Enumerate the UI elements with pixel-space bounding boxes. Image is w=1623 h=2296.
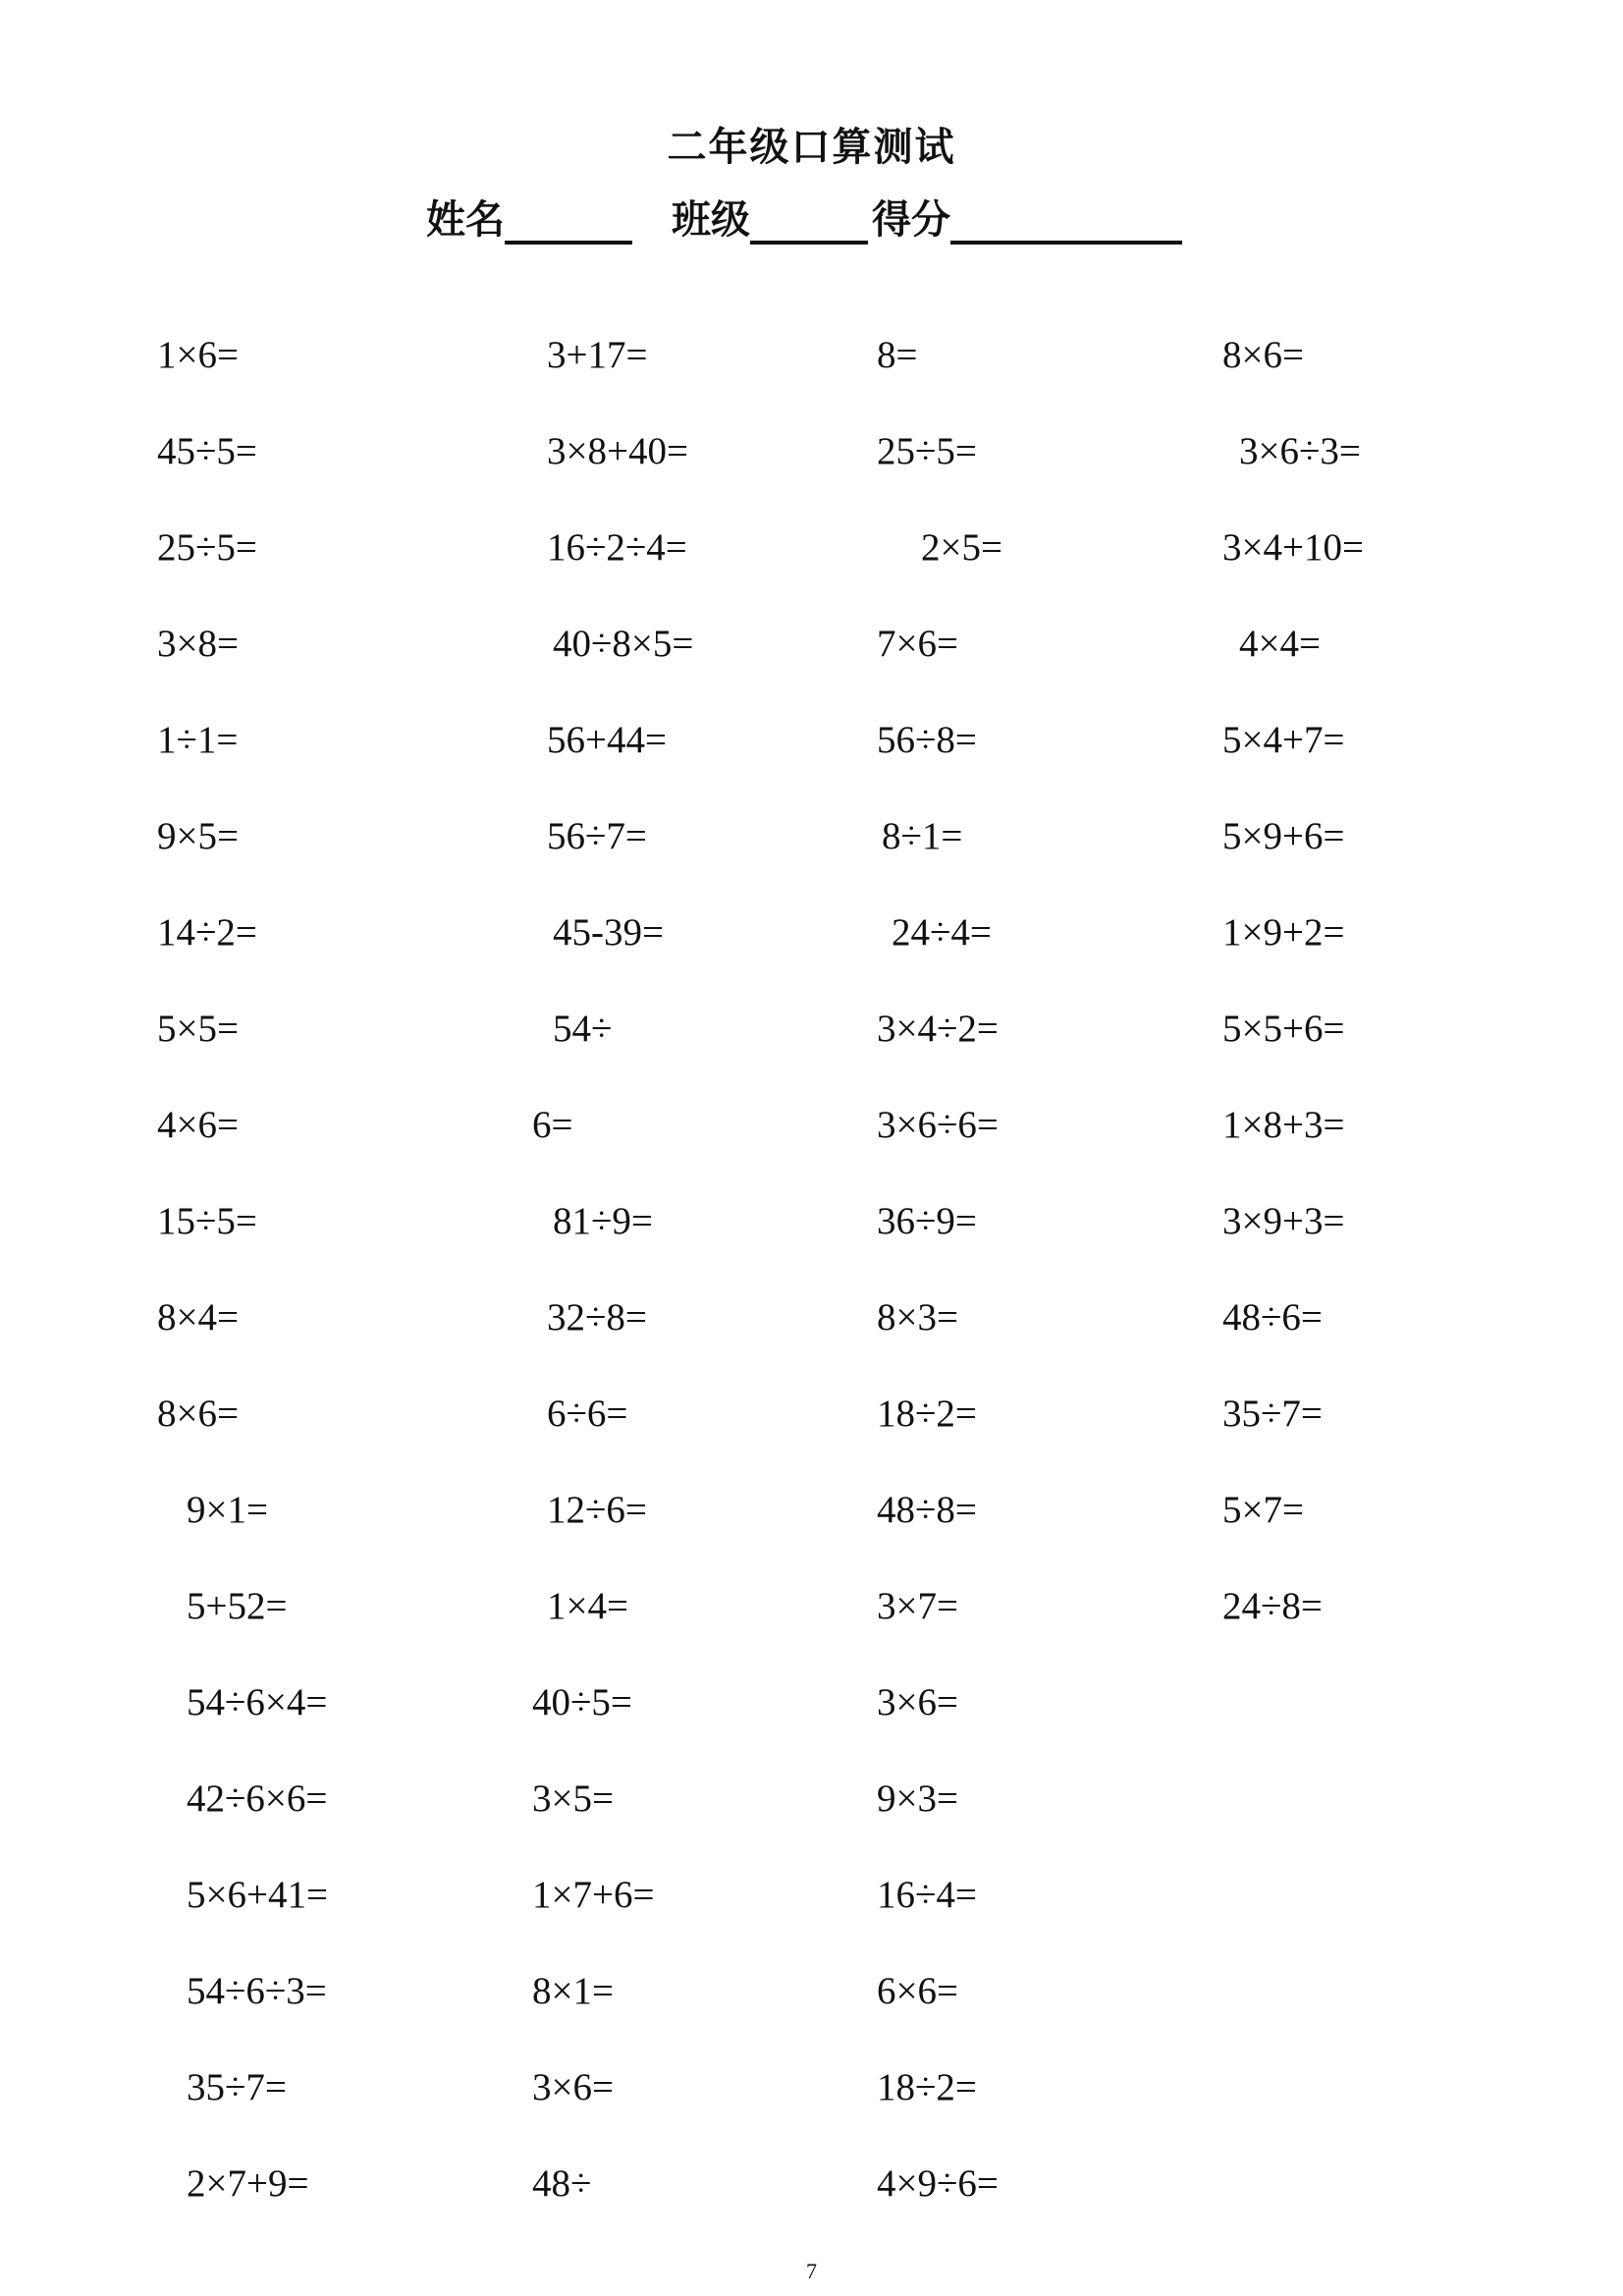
problem-item: 5×5+6= [1222,1008,1345,1050]
problem-item: 35÷7= [187,2066,287,2108]
problem-item: 2×5= [921,526,1002,569]
problem-item: 8÷1= [882,815,963,857]
problem-item: 36÷9= [877,1200,977,1242]
problem-item: 48÷6= [1222,1296,1323,1339]
problem-item: 3×8+40= [547,430,688,472]
problem-item: 14÷2= [157,911,257,954]
problem-item: 54÷6÷3= [187,1970,327,2012]
name-label: 姓名 [426,197,505,243]
problem-item: 45-39= [553,911,664,954]
problem-item: 24÷8= [1222,1585,1323,1627]
problem-item: 18÷2= [877,1393,977,1435]
problem-item: 9×1= [187,1489,268,1531]
problem-item: 1×6= [157,334,239,376]
problem-item: 8×6= [1222,334,1304,376]
problem-item: 56÷8= [877,719,977,761]
name-blank[interactable] [505,195,632,245]
problem-item: 3×9+3= [1222,1200,1345,1242]
problem-item: 4×9÷6= [877,2162,999,2205]
problem-item: 81÷9= [553,1200,653,1242]
problem-item: 3×6= [877,1681,958,1723]
problem-item: 24÷4= [892,911,992,954]
problem-item: 3+17= [547,334,648,376]
problem-item: 5×4+7= [1222,719,1345,761]
problem-item: 3×7= [877,1585,958,1627]
problem-item: 3×5= [532,1777,614,1820]
problem-item: 3×6÷3= [1239,430,1361,472]
problem-item: 18÷2= [877,2066,977,2108]
problem-item: 56+44= [547,719,667,761]
score-blank[interactable] [950,195,1182,245]
problem-item: 5×5= [157,1008,239,1050]
problem-item: 16÷4= [877,1874,977,1916]
student-info-row [426,190,1182,245]
problem-item: 3×4÷2= [877,1008,999,1050]
problem-item: 1×8+3= [1222,1104,1345,1146]
problem-item: 2×7+9= [187,2162,309,2205]
problem-item: 9×5= [157,815,239,857]
problem-item: 32÷8= [547,1296,647,1339]
problem-item: 3×4+10= [1222,526,1364,569]
worksheet-title: 二年级口算测试 [667,125,956,170]
problem-item: 25÷5= [877,430,977,472]
problem-item: 4×4= [1239,623,1321,665]
problem-item: 8×6= [157,1393,239,1435]
problem-item: 15÷5= [157,1200,257,1242]
problem-item: 1÷1= [157,719,239,761]
problem-item: 9×3= [877,1777,958,1820]
problem-item: 40÷8×5= [553,623,694,665]
problem-item: 8×4= [157,1296,239,1339]
problem-item: 48÷ [532,2162,592,2205]
problem-item: 42÷6×6= [187,1777,328,1820]
problem-item: 54÷6×4= [187,1681,328,1723]
problem-item: 1×4= [547,1585,628,1627]
problem-item: 8×1= [532,1970,614,2012]
problem-item: 54÷ [553,1008,613,1050]
problem-item: 3×6÷6= [877,1104,999,1146]
problem-item: 35÷7= [1222,1393,1323,1435]
class-label: 班级 [672,197,750,243]
page-number: 7 [806,2259,817,2283]
problem-item: 5×6+41= [187,1874,328,1916]
problem-item: 8×3= [877,1296,958,1339]
class-blank[interactable] [750,195,868,245]
problem-item: 56÷7= [547,815,647,857]
problem-item: 4×6= [157,1104,239,1146]
problem-item: 8= [877,334,918,376]
problem-item: 1×9+2= [1222,911,1345,954]
problem-item: 5+52= [187,1585,288,1627]
problem-item: 16÷2÷4= [547,526,687,569]
problem-item: 25÷5= [157,526,257,569]
problem-item: 6×6= [877,1970,958,2012]
problem-item: 1×7+6= [532,1874,655,1916]
problem-item: 3×6= [532,2066,614,2108]
problem-item: 5×7= [1222,1489,1304,1531]
problem-item: 7×6= [877,623,958,665]
problem-item: 6÷6= [547,1393,628,1435]
problem-item: 6= [532,1104,573,1146]
problem-item: 5×9+6= [1222,815,1345,857]
problem-item: 3×8= [157,623,239,665]
problem-item: 12÷6= [547,1489,647,1531]
score-label: 得分 [872,197,950,243]
problem-item: 40÷5= [532,1681,632,1723]
problem-item: 45÷5= [157,430,257,472]
problem-item: 48÷8= [877,1489,977,1531]
